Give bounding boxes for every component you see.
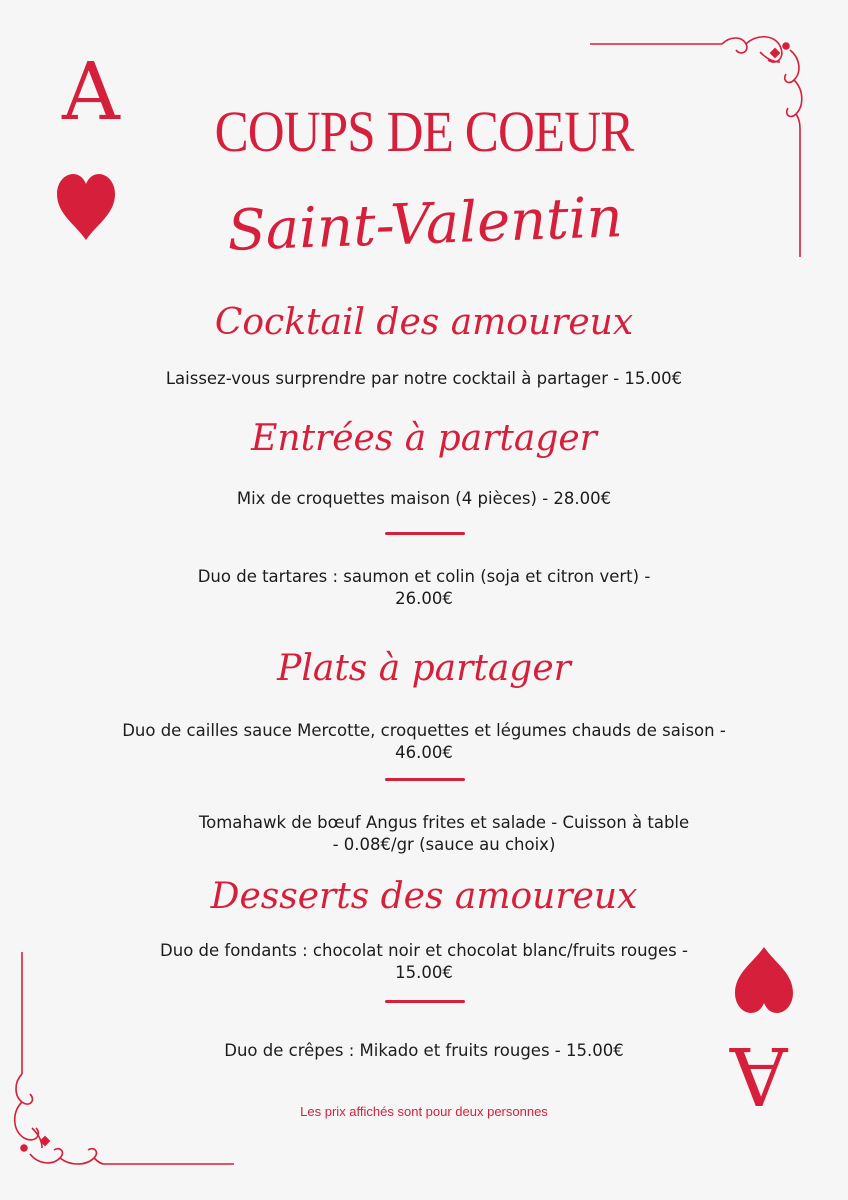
flourish-ornament-icon — [12, 952, 234, 1174]
heart-icon — [733, 945, 795, 1015]
page-title: COUPS DE COEUR — [214, 99, 634, 164]
heart-icon — [55, 172, 117, 242]
page-subtitle: Saint-Valentin — [226, 185, 624, 264]
section-title-entrees: Entrées à partager — [251, 418, 597, 459]
ace-letter-top: A — [62, 45, 120, 138]
section-title-desserts: Desserts des amoureux — [210, 876, 638, 917]
section-title-plats: Plats à partager — [277, 648, 571, 689]
menu-item: Laissez-vous surprendre par notre cocktail à partager - 15.00€ — [165, 369, 683, 388]
divider — [385, 1000, 465, 1003]
menu-item: Tomahawk de bœuf Angus frites et salade - Cuisson à table - 0.08€/gr (sauce au choix) — [198, 813, 690, 854]
divider — [385, 778, 465, 781]
section-title-cocktail: Cocktail des amoureux — [214, 302, 634, 343]
price-note: Les prix affichés sont pour deux personnes — [300, 1104, 548, 1119]
menu-item: Duo de crêpes : Mikado et fruits rouges - 15.00€ — [224, 1041, 624, 1060]
ace-letter-bottom: A — [730, 1029, 788, 1122]
menu-item: Mix de croquettes maison (4 pièces) - 28.00€ — [236, 489, 612, 508]
menu-item: Duo de cailles sauce Mercotte, croquettes et légumes chauds de saison - 46.00€ — [122, 721, 726, 762]
menu-item: Duo de fondants : chocolat noir et chocolat blanc/fruits rouges - 15.00€ — [160, 941, 688, 982]
divider — [385, 532, 465, 535]
menu-item: Duo de tartares : saumon et colin (soja et citron vert) - 26.00€ — [197, 567, 651, 608]
